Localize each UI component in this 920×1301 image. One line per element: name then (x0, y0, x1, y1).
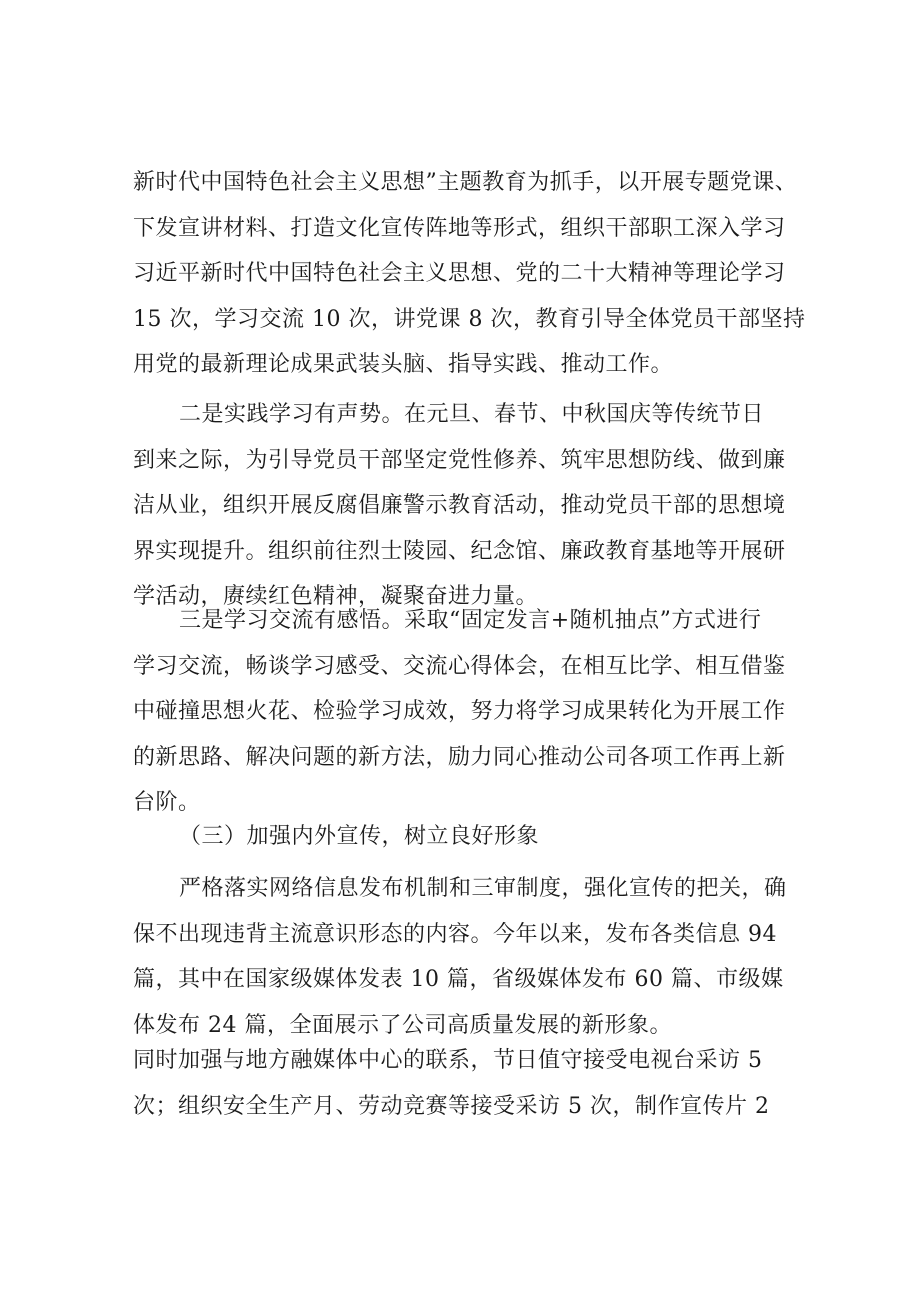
text-line: 同时加强与地方融媒体中心的联系，节日值守接受电视台采访 5 (133, 1048, 763, 1073)
text-line: 体发布 24 篇，全面展示了公司高质量发展的新形象。 (133, 1012, 672, 1038)
text-line: 界实现提升。组织前往烈士陵园、纪念馆、廉政教育基地等开展研 (133, 538, 786, 564)
text-line: 二是实践学习有声势。在元旦、春节、中秋国庆等传统节日 (179, 402, 765, 427)
text-line: 台阶。 (133, 790, 201, 815)
paragraph-media-center (133, 1038, 795, 1129)
section-heading (133, 814, 795, 860)
text-line: 保不出现违背主流意识形态的内容。今年以来，发布各类信息 94 (133, 921, 777, 947)
text-line: 15 次，学习交流 10 次，讲党课 8 次，教育引导全体党员干部坚持 (133, 306, 806, 332)
text-line: 用党的最新理论成果武装头脑、指导实践、推动工作。 (133, 352, 674, 377)
text-line: 学习交流，畅谈学习感受、交流心得体会，在相互比学、相互借鉴 (133, 653, 786, 679)
paragraph-practice-study (133, 392, 795, 620)
text-line: 新时代中国特色社会主义思想”主题教育为抓手，以开展专题党课、 (133, 170, 798, 195)
text-line: 下发宣讲材料、打造文化宣传阵地等形式，组织干部职工深入学习 (133, 215, 786, 241)
text-line: 到来之际，为引导党员干部坚定党性修养、筑牢思想防线、做到廉 (133, 447, 786, 473)
text-line: 学活动，赓续红色精神，凝聚奋进力量。 (133, 584, 539, 609)
text-line: 篇，其中在国家级媒体发表 10 篇，省级媒体发布 60 篇、市级媒 (133, 967, 784, 992)
text-line: 习近平新时代中国特色社会主义思想、党的二十大精神等理论学习 (133, 261, 786, 286)
paragraph-publicity (133, 866, 795, 1048)
text-line: 次；组织安全生产月、劳动竞赛等接受采访 5 次，制作宣传片 2 (133, 1093, 770, 1119)
heading-line: （三）加强内外宣传，树立良好形象 (179, 824, 540, 849)
paragraph-theory-study (133, 160, 806, 388)
text-line: 中碰撞思想火花、检验学习成效，努力将学习成果转化为开展工作 (133, 699, 786, 724)
text-line: 的新思路、解决问题的新方法，励力同心推动公司各项工作再上新 (133, 744, 786, 770)
text-line: 严格落实网络信息发布机制和三审制度，强化宣传的把关，确 (179, 876, 787, 901)
text-line: 洁从业，组织开展反腐倡廉警示教育活动，推动党员干部的思想境 (133, 493, 786, 518)
paragraph-study-exchange (133, 598, 795, 826)
text-line: 三是学习交流有感悟。采取“固定发言+随机抽点”方式进行 (179, 608, 762, 633)
